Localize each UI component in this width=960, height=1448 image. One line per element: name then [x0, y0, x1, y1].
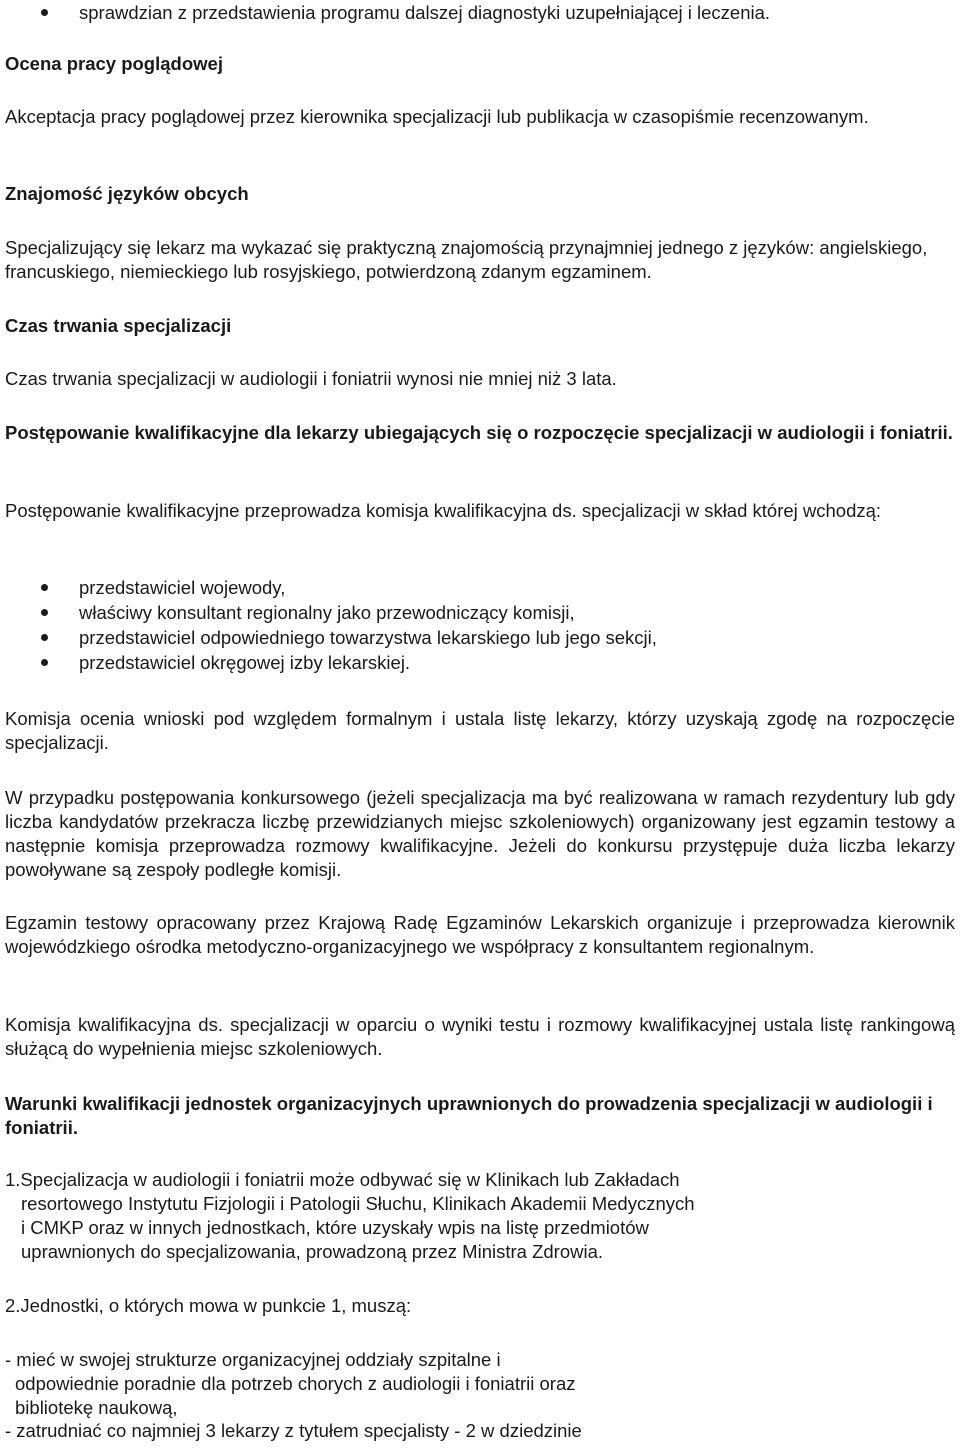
- section-heading-czas: Czas trwania specjalizacji: [5, 315, 232, 336]
- requirement-2-sub-1: [5, 1348, 955, 1420]
- text-line: - mieć w swojej strukturze organizacyjnej oddziały szpitalne i: [5, 1349, 501, 1370]
- requirement-1: [5, 1168, 955, 1264]
- paragraph-ocena: Akceptacja pracy poglądowej przez kierownika specjalizacji lub publikacja w czasopiśmie recenzowanym.: [5, 106, 869, 127]
- requirement-2: 2.Jednostki, o których mowa w punkcie 1, muszą:: [5, 1295, 412, 1316]
- bullet-dot: [41, 584, 48, 591]
- section-heading-ocena: Ocena pracy poglądowej: [5, 53, 223, 74]
- text-line: odpowiednie poradnie dla potrzeb chorych z audiologii i foniatrii oraz: [15, 1373, 576, 1394]
- paragraph-jezyki: Specjalizujący się lekarz ma wykazać się praktyczną znajomością przynajmniej jednego z języków: angielskiego, francuskiego, niemieckiego lub rosyjskiego, potwierdzoną zdanym egzaminem.: [5, 237, 928, 282]
- text-line: resortowego Instytutu Fizjologii i Patologii Słuchu, Klinikach Akademii Medycznych: [21, 1193, 695, 1214]
- bullet-dot: [41, 9, 48, 16]
- section-heading-postepowanie: Postępowanie kwalifikacyjne dla lekarzy ubiegających się o rozpoczęcie specjalizacji w audiologii i foniatrii.: [5, 422, 953, 443]
- section-heading-warunki: Warunki kwalifikacji jednostek organizacyjnych uprawnionych do prowadzenia specjalizacji w audiologii i foniatrii.: [5, 1093, 933, 1138]
- list-item: przedstawiciel odpowiedniego towarzystwa lekarskiego lub jego sekcji,: [79, 627, 657, 648]
- text-line: uprawnionych do specjalizowania, prowadzoną przez Ministra Zdrowia.: [21, 1241, 604, 1262]
- paragraph-czas: Czas trwania specjalizacji w audiologii i foniatrii wynosi nie mniej niż 3 lata.: [5, 368, 617, 389]
- requirement-2-sub-2: - zatrudniać co najmniej 3 lekarzy z tytułem specjalisty - 2 w dziedzinie: [5, 1420, 582, 1441]
- paragraph-lista-rankingowa: Komisja kwalifikacyjna ds. specjalizacji w oparciu o wyniki testu i rozmowy kwalifikacyjnej ustala listę rankingową służącą do wypełnienia miejsc szkoleniowych.: [5, 1014, 955, 1059]
- paragraph-konkurs: W przypadku postępowania konkursowego (jeżeli specjalizacja ma być realizowana w ramach rezydentury lub gdy liczba kandydatów przekracza liczbę przewidzianych miejsc szkoleniowych) organizowany jest egzamin testowy a następnie komisja przeprowadza rozmowy kwalifikacyjne. Jeżeli do konkursu przystępuje duża liczba lekarzy powoływane są zespoły podległe komisji.: [5, 787, 955, 880]
- bullet-dot: [41, 609, 48, 616]
- list-item: właściwy konsultant regionalny jako przewodniczący komisji,: [79, 602, 575, 623]
- paragraph-egzamin-testowy: Egzamin testowy opracowany przez Krajową Radę Egzaminów Lekarskich organizuje i przeprowadza kierownik wojewódzkiego ośrodka metodyczno-organizacyjnego we współpracy z konsultantem regionalnym.: [5, 912, 955, 957]
- section-heading-jezyki: Znajomość języków obcych: [5, 183, 249, 204]
- bullet-dot: [41, 634, 48, 641]
- bullet-dot: [41, 659, 48, 666]
- text-line: 1.Specjalizacja w audiologii i foniatrii może odbywać się w Klinikach lub Zakładach: [5, 1169, 680, 1190]
- list-item: przedstawiciel okręgowej izby lekarskiej.: [79, 652, 411, 673]
- list-item: przedstawiciel wojewody,: [79, 577, 286, 598]
- text-line: i CMKP oraz w innych jednostkach, które uzyskały wpis na listę przedmiotów: [21, 1217, 649, 1238]
- paragraph-komisja-ocenia: Komisja ocenia wnioski pod względem formalnym i ustala listę lekarzy, którzy uzyskają zgodę na rozpoczęcie specjalizacji.: [5, 708, 955, 753]
- list-item: sprawdzian z przedstawienia programu dalszej diagnostyki uzupełniającej i leczenia.: [79, 2, 771, 23]
- text-line: bibliotekę naukową,: [15, 1397, 178, 1418]
- paragraph-postepowanie-intro: Postępowanie kwalifikacyjne przeprowadza komisja kwalifikacyjna ds. specjalizacji w skład której wchodzą:: [5, 500, 882, 521]
